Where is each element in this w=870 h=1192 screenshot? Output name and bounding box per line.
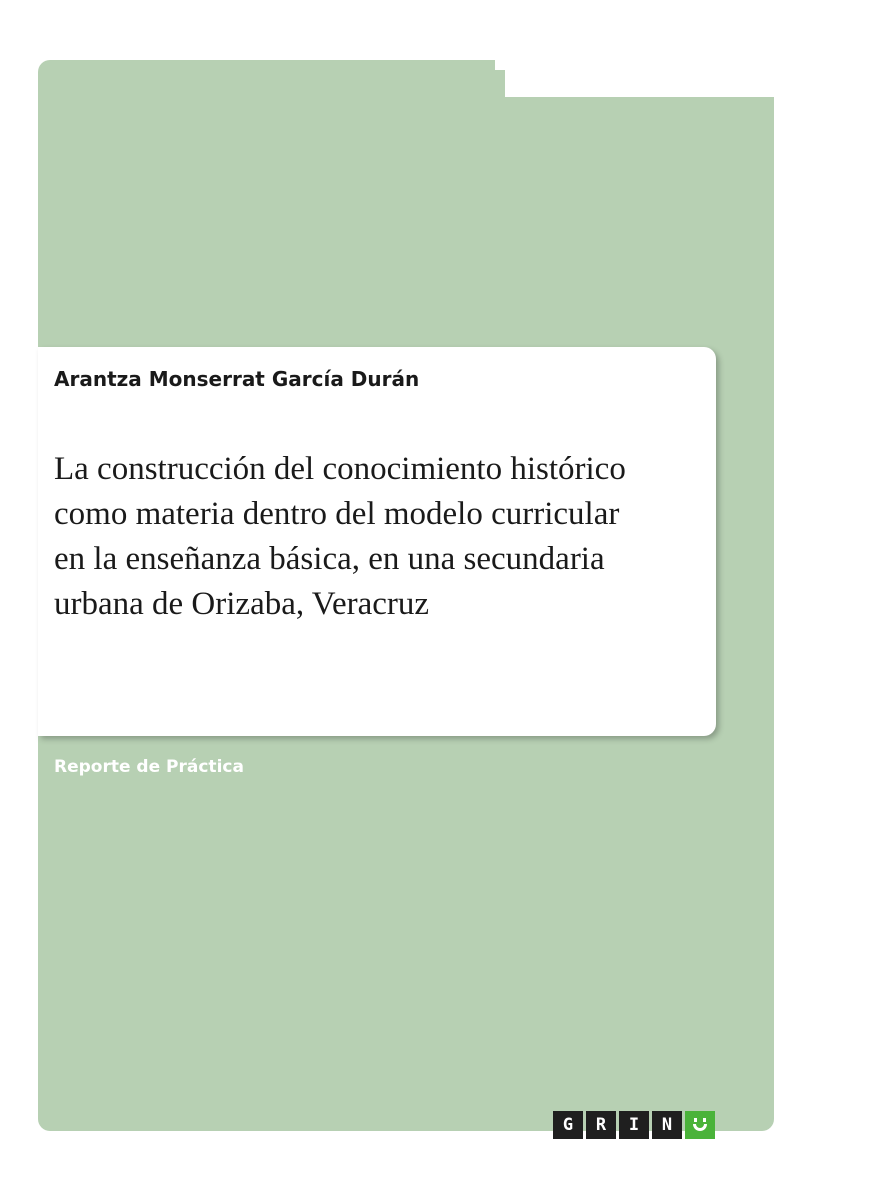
document-type: Reporte de Práctica [54,757,244,777]
title-line: La construcción del conocimiento histórico [54,451,626,487]
title-line: urbana de Orizaba, Veracruz [54,586,430,622]
title-line: como materia dentro del modelo curricular [54,496,620,532]
author-name: Arantza Monserrat García Durán [54,367,420,391]
title-card [38,347,716,736]
logo-letter: R [586,1111,616,1139]
title-line: en la enseñanza básica, en una secundaria [54,541,605,577]
grin-logo [553,1111,715,1139]
cover-notch [505,60,774,97]
logo-letter: I [619,1111,649,1139]
logo-letter: N [652,1111,682,1139]
book-title [54,447,704,627]
smiley-icon [685,1111,715,1139]
logo-letter: G [553,1111,583,1139]
